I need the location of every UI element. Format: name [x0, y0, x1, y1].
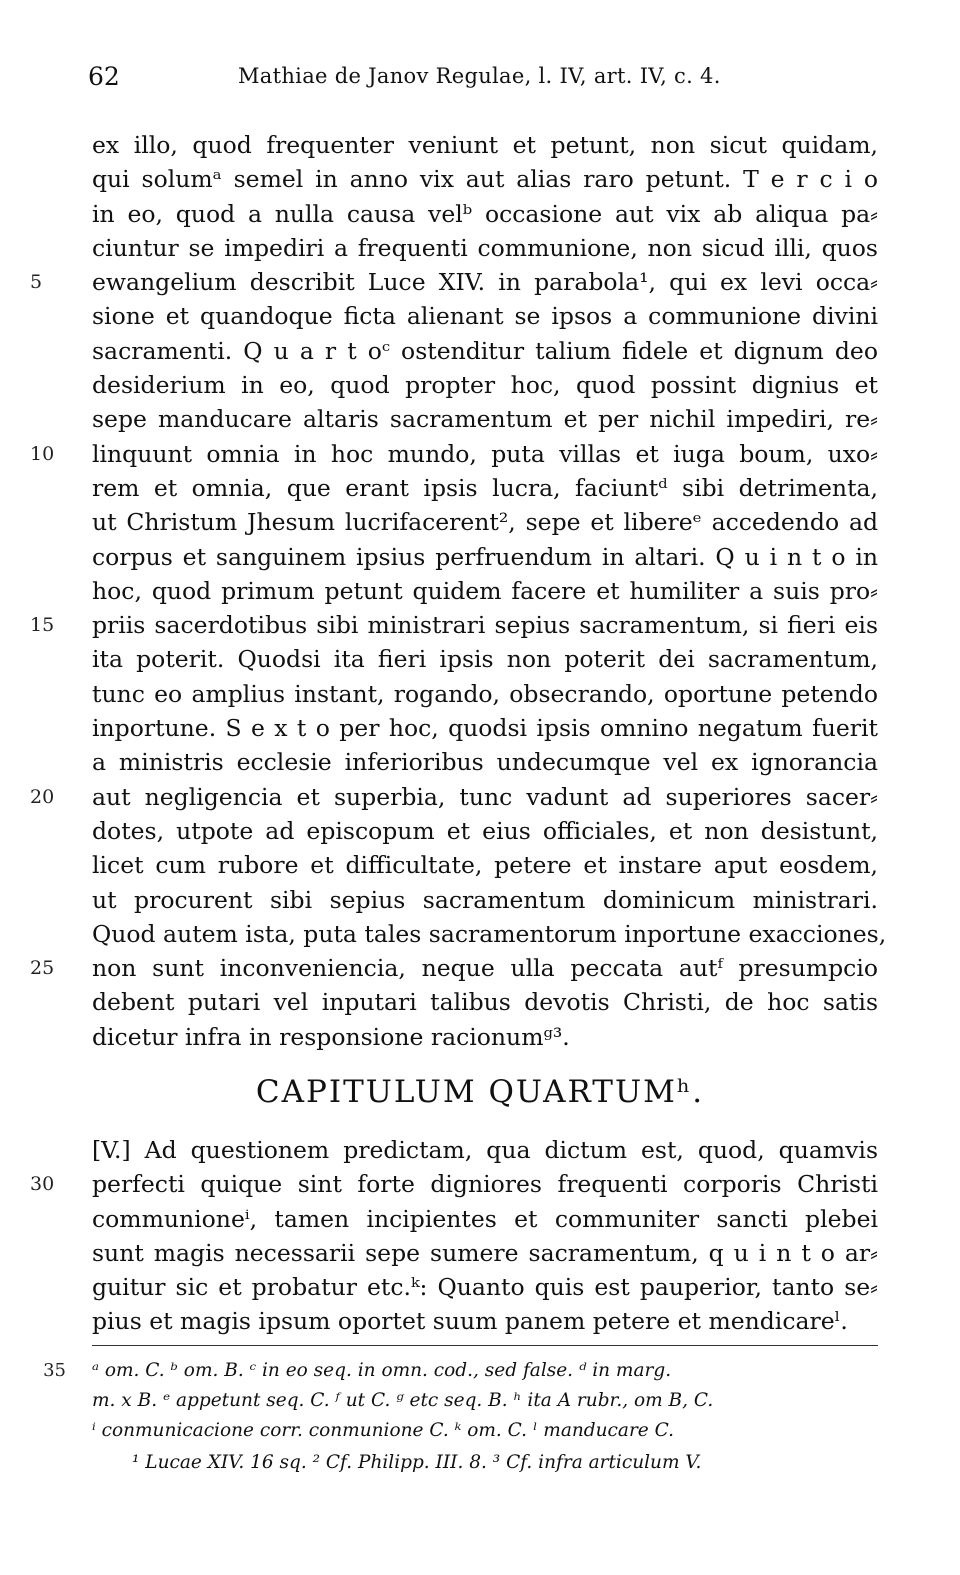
text-line	[92, 402, 878, 436]
text-line	[92, 1304, 878, 1338]
text-line	[92, 368, 878, 402]
critical-apparatus	[43, 1356, 878, 1446]
text-line	[92, 1133, 878, 1167]
line-text: corpus et sanguinem ipsius perfruendum in altari. Q u i n t o in	[92, 542, 878, 571]
line-text: priis sacerdotibus sibi ministrari sepius sacramentum, si fieri eis	[92, 611, 878, 640]
running-title: Mathiae de Janov Regulae, l. IV, art. IV, c. 4.	[238, 64, 721, 88]
text-line	[92, 197, 878, 231]
text-line	[92, 299, 878, 333]
line-text: communioneⁱ, tamen incipientes et communiter sancti plebei	[92, 1204, 878, 1233]
line-text: dotes, utpote ad episcopum et eius officiales, et non desistunt,	[92, 816, 878, 845]
line-text: aut negligencia et superbia, tunc vadunt ad superiores sacer⸗	[92, 782, 878, 811]
text-line	[30, 951, 878, 985]
line-text: perfecti quique sint forte digniores frequenti corporis Christi	[92, 1170, 878, 1199]
text-line	[92, 1020, 878, 1054]
text-line	[92, 1202, 878, 1236]
line-text: tunc eo amplius instant, rogando, obsecrando, oportune petendo	[92, 679, 878, 708]
text-line	[92, 1416, 878, 1446]
line-text: ut procurent sibi sepius sacramentum dominicum ministrari.	[92, 885, 878, 914]
line-text: sione et quandoque ficta alienant se ipsos a communione divini	[92, 302, 878, 331]
text-line	[30, 1167, 878, 1201]
text-line	[92, 162, 878, 196]
text-line	[30, 437, 878, 471]
text-line	[43, 1356, 878, 1386]
line-text: in eo, quod a nulla causa velᵇ occasione aut vix ab aliqua pa⸗	[92, 199, 878, 228]
line-text: desiderium in eo, quod propter hoc, quod possint dignius et	[92, 371, 878, 400]
line-text: hoc, quod primum petunt quidem facere et humiliter a suis pro⸗	[92, 576, 878, 605]
line-text: licet cum rubore et difficultate, petere et instare aput eosdem,	[92, 851, 878, 880]
text-line	[92, 745, 878, 779]
line-text: non sunt inconveniencia, neque ulla peccata autᶠ presumpcio	[92, 954, 878, 983]
line-number: 25	[30, 957, 55, 980]
line-text: pius et magis ipsum oportet suum panem petere et mendicareˡ.	[92, 1307, 848, 1336]
line-text: ewangelium describit Luce XIV. in parabola¹, qui ex levi occa⸗	[92, 268, 878, 297]
text-line	[92, 334, 878, 368]
line-text: sacramenti. Q u a r t oᶜ ostenditur talium fidele et dignum deo	[92, 336, 878, 365]
text-line	[92, 848, 878, 882]
line-text: debent putari vel inputari talibus devotis Christi, de hoc satis	[92, 988, 878, 1017]
line-text: ᵃ om. C. ᵇ om. B. ᶜ in eo seq. in omn. cod., sed false. ᵈ in marg.	[92, 1360, 672, 1381]
line-text: ut Christum Jhesum lucrifacerent², sepe et libereᵉ accedendo ad	[92, 508, 878, 537]
line-text: [V.] Ad questionem predictam, qua dictum est, quod, quamvis	[92, 1136, 878, 1164]
text-line	[92, 1270, 878, 1304]
text-line	[30, 780, 878, 814]
text-line	[92, 814, 878, 848]
line-text: sepe manducare altaris sacramentum et per nichil impediri, re⸗	[92, 405, 878, 434]
line-text: Quod autem ista, puta tales sacramentorum inportune exacciones,	[92, 919, 887, 948]
line-number: 15	[30, 614, 55, 637]
text-line	[92, 471, 878, 505]
text-line	[92, 540, 878, 574]
text-line	[92, 642, 878, 676]
text-line	[92, 677, 878, 711]
text-line	[30, 608, 878, 642]
line-text: ex illo, quod frequenter veniunt et petunt, non sicut quidam,	[92, 131, 878, 159]
line-text: sunt magis necessarii sepe sumere sacramentum, q u i n t o ar⸗	[92, 1238, 878, 1267]
page-header	[88, 58, 880, 98]
text-line	[92, 505, 878, 539]
line-text: dicetur infra in responsione racionumᵍ³.	[92, 1022, 570, 1051]
chapter-heading: CAPITULUM QUARTUMʰ.	[255, 1074, 705, 1110]
line-text: rem et omnia, que erant ipsis lucra, faciuntᵈ sibi detrimenta,	[92, 473, 878, 502]
source-footnotes	[92, 1448, 878, 1478]
footnote-rule	[92, 1345, 878, 1346]
line-text: a ministris ecclesie inferioribus undecumque vel ex ignorancia	[92, 748, 878, 777]
line-text: ita poterit. Quodsi ita fieri ipsis non poterit dei sacramentum,	[92, 645, 878, 674]
text-line	[92, 574, 878, 608]
line-number: 5	[30, 271, 43, 294]
line-text: qui solumᵃ semel in anno vix aut alias raro petunt. T e r c i o	[92, 165, 878, 194]
line-text: linquunt omnia in hoc mundo, puta villas et iuga boum, uxo⸗	[92, 439, 878, 468]
line-number: 10	[30, 442, 55, 465]
line-text: ⁱ conmunicacione corr. conmunione C. ᵏ om. C. ˡ manducare C.	[92, 1420, 674, 1441]
chapter-text	[30, 1133, 878, 1339]
line-text: m. x B. ᵉ appetunt seq. C. ᶠ ut C. ᵍ etc seq. B. ʰ ita A rubr., om B, C.	[92, 1390, 714, 1411]
text-line	[92, 917, 887, 951]
line-text: guitur sic et probatur etc.ᵏ: Quanto quis est pauperior, tanto se⸗	[92, 1273, 878, 1302]
main-text	[30, 128, 887, 1054]
text-line	[92, 128, 878, 162]
line-number: 35	[43, 1360, 66, 1381]
text-line	[92, 985, 878, 1019]
text-line	[92, 883, 878, 917]
page-number: 62	[88, 62, 120, 91]
source-notes-line: ¹ Lucae XIV. 16 sq. ² Cf. Philipp. III. 8. ³ Cf. infra articulum V.	[132, 1452, 702, 1473]
text-line	[92, 1236, 878, 1270]
line-text: ciuntur se impediri a frequenti communione, non sicud illi, quos	[92, 233, 878, 262]
text-line	[92, 711, 878, 745]
text-line	[30, 265, 878, 299]
text-line	[92, 1386, 878, 1416]
line-number: 20	[30, 785, 55, 808]
line-number: 30	[30, 1173, 55, 1196]
line-text: inportune. S e x t o per hoc, quodsi ipsis omnino negatum fuerit	[92, 714, 878, 743]
text-line	[92, 231, 878, 265]
